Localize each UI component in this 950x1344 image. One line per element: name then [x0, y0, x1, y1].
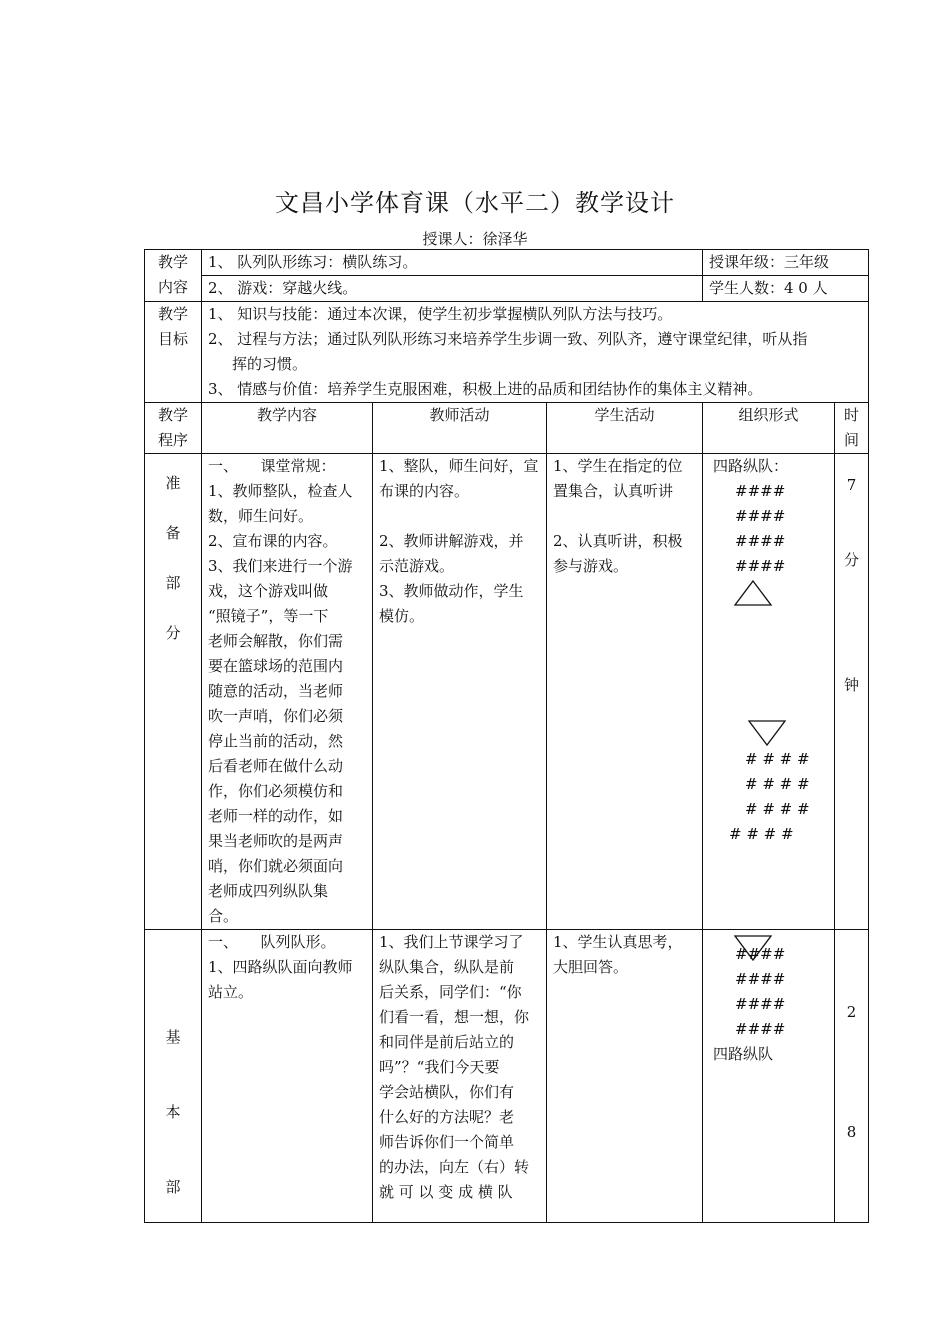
section-basic-content: 一、 队列队形。 1、四路纵队面向教师 站立。 [202, 930, 373, 1223]
teacher-triangle-up-icon [733, 579, 773, 607]
section-basic-teacher: 1、我们上节课学习了 纵队集合，纵队是前 后关系，同学们：“你 们看一看，想一想，你 和同伴是前后站立的 吗”？“我们今天要 学会站横队，你们有 什么好的方法呢？老 师告诉你们一个简单 的办法，向左（右）转 就 可 以 变 成 横 队 [373, 930, 547, 1223]
section-basic-organization: #### #### #### #### 四路纵队 [703, 930, 835, 1223]
goals-list [202, 302, 869, 403]
section-basic-student: 1、学生认真思考， 大胆回答。 [547, 930, 703, 1223]
student-count: 学生人数：4 0 人 [703, 276, 869, 302]
section-basic-time: 2 8 [835, 930, 869, 1223]
teacher-name: 授课人：徐泽华 [422, 230, 528, 248]
teacher-triangle-down-icon [747, 719, 787, 747]
content-label: 教学 内容 [145, 250, 202, 302]
section-prep-teacher: 1、整队，师生问好，宣 布课的内容。 2、教师讲解游戏，并 示范游戏。 3、教师做动作，学生 模仿。 [373, 454, 547, 930]
goals-label: 教学 目标 [145, 302, 202, 403]
goal-2: 2、 过程与方法；通过队列队形练习来培养学生步调一致、列队齐，遵守课堂纪律，听从指 [208, 330, 808, 348]
header-student-activity: 学生活动 [547, 403, 703, 454]
document-title: 文昌小学体育课（水平二）教学设计 [275, 189, 675, 217]
teacher-triangle-down-icon [733, 934, 773, 962]
section-prep-label: 准 备 部 分 [145, 454, 202, 930]
section-prep-organization: 四路纵队： #### #### #### #### # # # # # # # # # # # # # # # # [703, 454, 835, 930]
header-organization: 组织形式 [703, 403, 835, 454]
goal-1: 1、 知识与技能：通过本次课，使学生初步掌握横队列队方法与技巧。 [208, 305, 673, 323]
grade: 授课年级：三年级 [703, 250, 869, 276]
content-item-1: 1、 队列队形练习：横队练习。 [202, 250, 703, 276]
section-basic-label: 基 本 部 [145, 930, 202, 1223]
organization-caption: 四路纵队 [713, 1045, 774, 1063]
section-prep-student: 1、学生在指定的位 置集合，认真听讲 2、认真听讲，积极 参与游戏。 [547, 454, 703, 930]
content-item-2: 2、 游戏：穿越火线。 [202, 276, 703, 302]
lesson-plan-table [144, 249, 869, 1223]
section-prep-content: 一、 课堂常规： 1、教师整队，检查人 数，师生问好。 2、宣布课的内容。 3、我们来进行一个游 戏，这个游戏叫做 “照镜子”，等一下 老师会解散，你们需 要在篮球场的范围内 随意的活动，当老师 吹一声哨，你们必须 停止当前的活动，然 后看老师在做什么动 作，你们必须模仿和 老师一样的动作，如 果当老师吹的是两声 哨，你们就必须面向 老师成四列纵队集 合。 [202, 454, 373, 930]
header-program: 教学 程序 [145, 403, 202, 454]
goal-2-cont: 挥的习惯。 [232, 355, 308, 373]
organization-title: 四路纵队： [713, 457, 789, 475]
goal-3: 3、 情感与价值：培养学生克服困难，积极上进的品质和团结协作的集体主义精神。 [208, 380, 763, 398]
section-prep-time: 7 分 钟 [835, 454, 869, 930]
header-time: 时 间 [835, 403, 869, 454]
header-teacher-activity: 教师活动 [373, 403, 547, 454]
header-content: 教学内容 [202, 403, 373, 454]
